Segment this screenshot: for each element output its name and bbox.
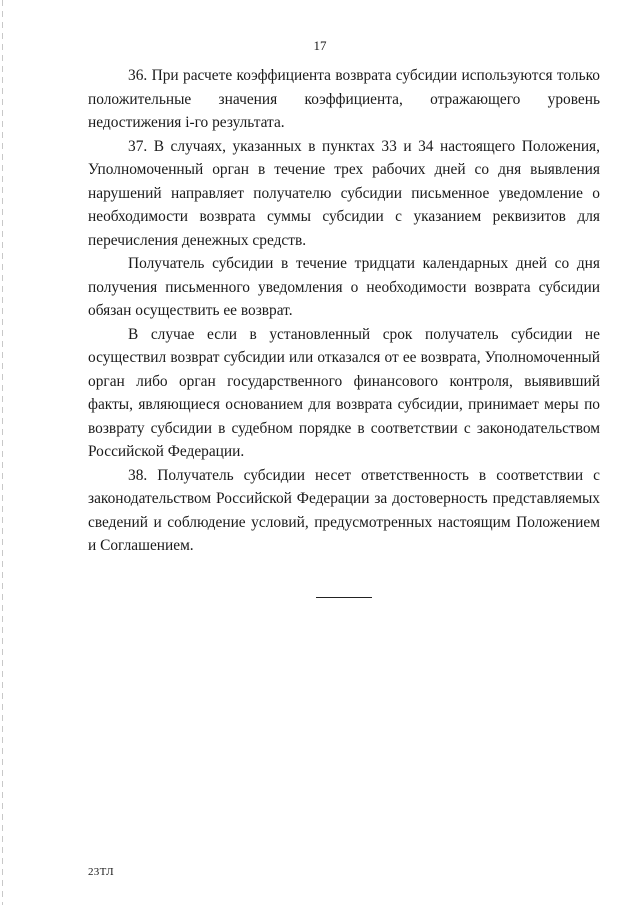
paragraph-36: 36. При расчете коэффициента возврата субсидии используются только положительные значения коэффициента, отражающего уровень недостижения i-го результата.	[88, 67, 600, 131]
document-body	[88, 64, 600, 558]
paragraph-37-court-recovery: В случае если в установленный срок получатель субсидии не осуществил возврат субсидии или отказался от ее возврата, Уполномоченный орган либо орган государственного финансового контроля, выявивший факты, являющиеся основанием для возврата субсидии, принимает меры по возврату субсидии в судебном порядке в соответствии с законодательством Российской Федерации.	[88, 325, 600, 460]
scan-edge-line	[2, 0, 3, 905]
footer-document-code: 23ТЛ	[88, 866, 114, 878]
end-of-text-separator	[316, 597, 372, 598]
paragraph-37-return-deadline: Получатель субсидии в течение тридцати календарных дней со дня получения письменного уведомления о необходимости возврата субсидии обязан осуществить ее возврат.	[88, 255, 600, 319]
page-number: 17	[313, 38, 327, 53]
paragraph-37: 37. В случаях, указанных в пунктах 33 и 34 настоящего Положения, Уполномоченный орган в течение трех рабочих дней со дня выявления нарушений направляет получателю субсидии письменное уведомление о необходимости возврата суммы субсидии с указанием реквизитов для перечисления денежных средств.	[88, 137, 600, 249]
paragraph-38: 38. Получатель субсидии несет ответственность в соответствии с законодательством Российской Федерации за достоверность представляемых сведений и соблюдение условий, предусмотренных настоящим Положением и Соглашением.	[88, 466, 600, 554]
